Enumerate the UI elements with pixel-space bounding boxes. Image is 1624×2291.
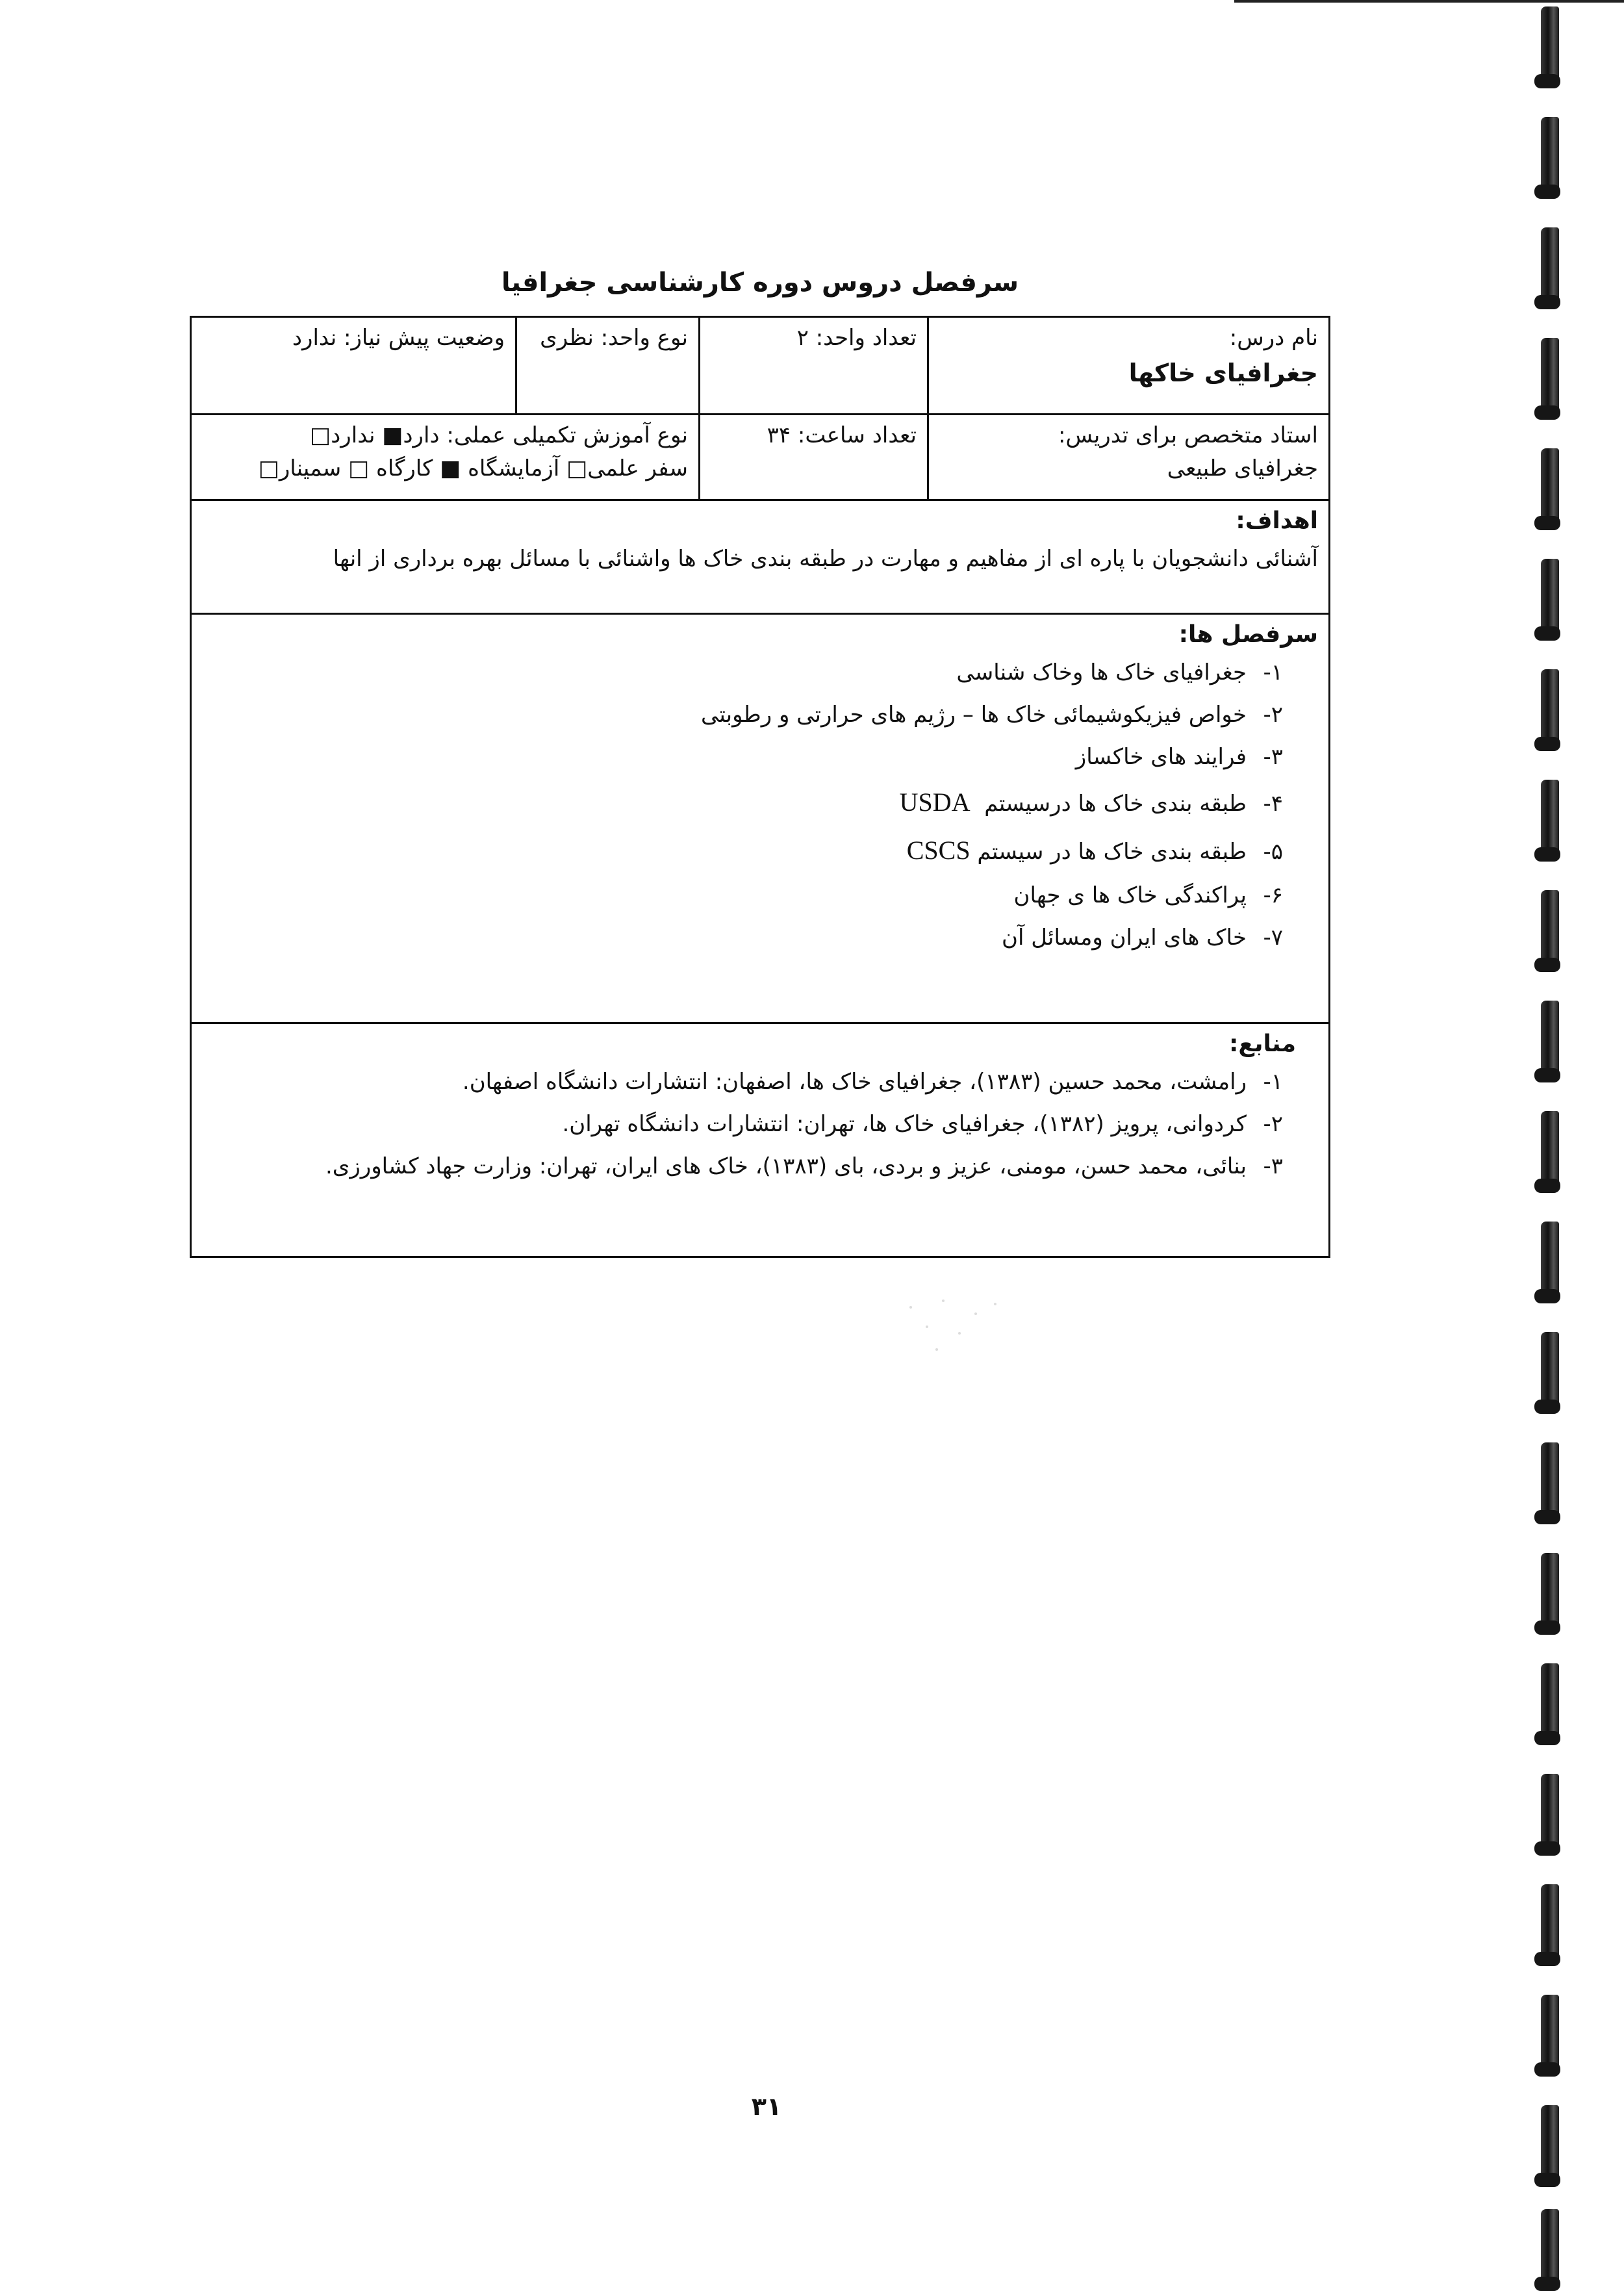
list-item-number: ۷- [1263, 925, 1283, 951]
list-item-number: ۴- [1263, 791, 1283, 817]
hours-count: تعداد ساعت: ۳۴ [767, 422, 917, 448]
list-item-text: فرایند های خاکساز [1075, 744, 1247, 770]
unit-type: نوع واحد: نظری [540, 325, 688, 351]
units-count-cell [698, 318, 927, 413]
binding-ring [1541, 1442, 1559, 1520]
list-item-latin-term: USDA [899, 787, 971, 817]
list-item-latin-term: CSCS [906, 836, 971, 865]
instructor-value: جغرافیای طبیعی [1167, 455, 1318, 481]
course-info-row-1 [192, 318, 1328, 415]
list-item [192, 921, 1283, 954]
list-item-text: پراکندگی خاک ها ی جهان [1013, 882, 1247, 908]
prerequisite-cell [188, 318, 515, 413]
binding-ring [1541, 338, 1559, 416]
prerequisite-status: وضعیت پیش نیاز: ندارد [292, 325, 505, 351]
list-item [192, 698, 1283, 732]
list-item [192, 783, 1283, 822]
binding-ring [1541, 1995, 1559, 2073]
binding-ring [1541, 1001, 1559, 1079]
course-name-label: نام درس: [1229, 325, 1318, 351]
binding-ring [1541, 1774, 1559, 1852]
practical-training-options: سفر علمی□ آزمایشگاه ■ کارگاه □ سمینار□ [258, 455, 688, 481]
list-item [192, 1150, 1283, 1183]
topics-list [192, 656, 1328, 954]
page-number: ۳۱ [751, 2092, 782, 2121]
binding-ring [1541, 890, 1559, 968]
topics-heading: سرفصل ها: [1178, 621, 1318, 648]
list-item [192, 831, 1283, 870]
binding-ring [1541, 669, 1559, 747]
sources-list [192, 1066, 1328, 1183]
binding-ring [1541, 1884, 1559, 1962]
binding-ring [1541, 1332, 1559, 1410]
list-item-text: طبقه بندی خاک ها در سیستم [977, 839, 1247, 865]
list-item-text: بنائی، محمد حسن، مومنی، عزیز و بردی، بای (۱۳۸۳)، خاک های ایران، تهران: وزارت جهاد کشاورزی. [325, 1153, 1247, 1179]
document-title: سرفصل دروس دوره کارشناسی جغرافیا [501, 268, 1019, 298]
objectives-section [192, 501, 1328, 615]
list-item-text: خواص فیزیکوشیمائی خاک ها – رژیم های حرارتی و رطوبتی [701, 702, 1247, 728]
list-item-number: ۱- [1263, 1069, 1283, 1095]
sources-heading: منابع: [1228, 1030, 1296, 1057]
units-count: تعداد واحد: ۲ [796, 325, 917, 351]
list-item-text: خاک های ایران ومسائل آن [1002, 925, 1247, 951]
instructor-cell [927, 415, 1328, 499]
list-item-number: ۱- [1263, 659, 1283, 685]
instructor-label: استاد متخصص برای تدریس: [1058, 422, 1318, 448]
binding-ring [1541, 448, 1559, 526]
course-syllabus-table [190, 316, 1330, 1258]
binding-ring [1541, 6, 1559, 84]
list-item-number: ۶- [1263, 882, 1283, 908]
practical-training-type: نوع آموزش تکمیلی عملی: دارد■ ندارد□ [310, 422, 688, 448]
list-item-text: کردوانی، پرویز (۱۳۸۲)، جغرافیای خاک ها، تهران: انتشارات دانشگاه تهران. [562, 1111, 1247, 1137]
binding-ring [1541, 227, 1559, 305]
list-item-number: ۲- [1263, 702, 1283, 728]
objectives-text: آشنائی دانشجویان با پاره ای از مفاهیم و مهارت در طبقه بندی خاک ها واشنائی با مسائل بهره برداری از انها [333, 546, 1318, 572]
list-item-number: ۳- [1263, 1153, 1283, 1179]
unit-type-cell [515, 318, 698, 413]
binding-ring [1541, 1663, 1559, 1741]
sources-section [192, 1024, 1328, 1258]
scan-smudge [896, 1286, 1013, 1377]
practical-training-cell [188, 415, 698, 499]
binding-ring [1541, 1553, 1559, 1631]
binding-ring [1541, 559, 1559, 637]
list-item [192, 1108, 1283, 1141]
binding-ring [1541, 1111, 1559, 1189]
hours-cell [698, 415, 927, 499]
objectives-heading: اهداف: [1236, 507, 1318, 534]
list-item-text: طبقه بندی خاک ها درسیستم [984, 791, 1247, 817]
list-item-text: جغرافیای خاک ها وخاک شناسی [956, 659, 1247, 685]
list-item [192, 1066, 1283, 1099]
course-info-row-2 [192, 415, 1328, 501]
list-item-number: ۳- [1263, 744, 1283, 770]
binding-ring [1541, 780, 1559, 858]
binding-ring [1541, 2209, 1559, 2287]
list-item-text: رامشت، محمد حسین (۱۳۸۳)، جغرافیای خاک ها، اصفهان: انتشارات دانشگاه اصفهان. [462, 1069, 1247, 1095]
binding-ring [1541, 1222, 1559, 1299]
list-item-number: ۲- [1263, 1111, 1283, 1137]
list-item-number: ۵- [1263, 839, 1283, 865]
list-item [192, 741, 1283, 774]
topics-section [192, 615, 1328, 1024]
binding-ring [1541, 2105, 1559, 2183]
list-item [192, 879, 1283, 912]
list-item [192, 656, 1283, 689]
course-name-cell [927, 318, 1328, 413]
course-name-value: جغرافیای خاکها [1128, 359, 1318, 387]
binding-rings [1527, 0, 1585, 2279]
binding-ring [1541, 117, 1559, 195]
